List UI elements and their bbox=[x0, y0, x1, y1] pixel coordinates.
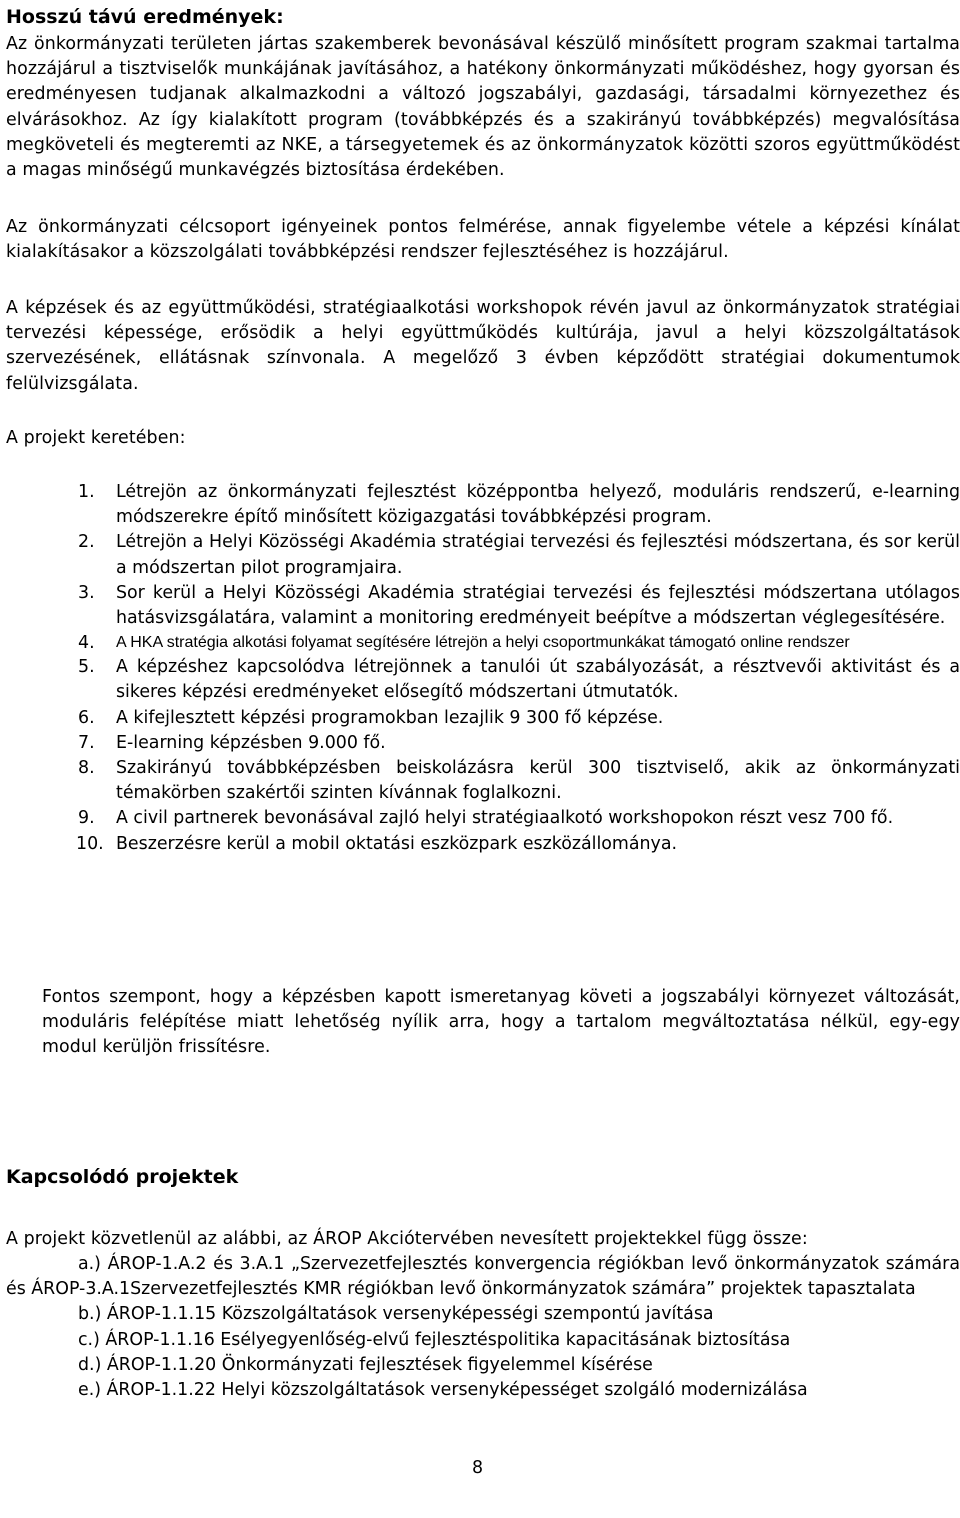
related-projects-list bbox=[6, 1252, 960, 1403]
list-item: 1. Létrejön az önkormányzati fejlesztést középpontba helyező, moduláris rendszerű, e-learning módszerekre építő minősített közigazgatási továbbképzési program. bbox=[78, 482, 960, 528]
related-projects-intro: A projekt közvetlenül az alábbi, az ÁROP Akciótervében nevesített projektekkel függ össze: bbox=[6, 1229, 808, 1249]
list-item: 9. A civil partnerek bevonásával zajló helyi stratégiaalkotó workshopokon részt vesz 700 fő. bbox=[78, 808, 894, 829]
list-item: 5. A képzéshez kapcsolódva létrejönnek a tanulói út szabályozását, a résztvevői aktivitást és a sikeres képzési eredményeket elősegítő módszertani útmutatók. bbox=[78, 657, 960, 703]
list-item: b.) ÁROP-1.1.15 Közszolgáltatások versenyképességi szempontú javítása bbox=[78, 1304, 714, 1325]
page-number: 8 bbox=[472, 1458, 484, 1478]
list-item: 8. Szakirányú továbbképzésben beiskolázásra kerül 300 tisztviselő, akik az önkormányzati témakörben szakértői szinten kívánnak foglalkozni. bbox=[78, 758, 960, 804]
section-heading-related-projects: Kapcsolódó projektek bbox=[6, 1166, 239, 1188]
list-item: 2. Létrejön a Helyi Közösségi Akadémia stratégiai tervezési és fejlesztési módszertana, és sor kerül a módszertan pilot programjaira. bbox=[78, 532, 960, 578]
list-item: 7. E-learning képzésben 9.000 fő. bbox=[78, 732, 386, 753]
project-label: A projekt keretében: bbox=[6, 428, 186, 448]
list-item: 10. Beszerzésre kerül a mobil oktatási eszközpark eszközállománya. bbox=[76, 833, 678, 854]
list-item: 4. A HKA stratégia alkotási folyamat segítésére létrejön a helyi csoportmunkákat támogató online rendszer bbox=[78, 633, 850, 654]
list-item: d.) ÁROP-1.1.20 Önkormányzati fejlesztések figyelemmel kísérése bbox=[78, 1354, 653, 1375]
workshops-paragraph: A képzések és az együttműködési, stratégiaalkotási workshopok révén javul az önkormányzatok stratégiai tervezési képessége, erősödik a helyi együttműködés kultúrája, javul a helyi közszolgáltatások szervezésének, ellátásnak színvonala. A megelőző 3 évben képződött stratégiai dokumentumok felülvizsgálata. bbox=[6, 298, 960, 394]
list-item: 6. A kifejlesztett képzési programokban lezajlik 9 300 fő képzése. bbox=[78, 707, 664, 728]
list-item: e.) ÁROP-1.1.22 Helyi közszolgáltatások versenyképességet szolgáló modernizálása bbox=[78, 1380, 808, 1401]
target-group-paragraph: Az önkormányzati célcsoport igényeinek pontos felmérése, annak figyelembe vétele a képzési kínálat kialakításakor a közszolgálati továbbképzési rendszer fejlesztéséhez is hozzájárul. bbox=[6, 217, 960, 263]
project-outcomes-list bbox=[6, 480, 960, 857]
intro-paragraph: Az önkormányzati területen jártas szakemberek bevonásával készülő minősített program szakmai tartalma hozzájárul a tisztviselők munkájának javításához, a hatékony önkormányzati működéshez, hogy gyorsan és eredményesen tudjanak alkalmazkodni a változó jogszabályi, gazdasági, társadalmi környezethez és elvárásokhoz. Az így kialakított program (továbbképzés és a szakirányú továbbképzés) megvalósítása megköveteli és megteremti az NKE, a társegyetemek és az önkormányzatok közötti szoros együttműködést a magas minőségű munkavégzés biztosítása érdekében. bbox=[6, 34, 960, 181]
section-heading-long-term-results: Hosszú távú eredmények: bbox=[6, 6, 284, 28]
list-item: c.) ÁROP-1.1.16 Esélyegyenlőség-elvű fejlesztéspolitika kapacitásának biztosítása bbox=[78, 1329, 791, 1350]
closing-paragraph: Fontos szempont, hogy a képzésben kapott ismeretanyag követi a jogszabályi környezet változását, moduláris felépítése miatt lehetőség nyílik arra, hogy a tartalom megváltoztatása nélkül, egy-egy modul kerüljön frissítésre. bbox=[42, 987, 960, 1058]
list-item: a.) ÁROP-1.A.2 és 3.A.1 „Szervezetfejlesztés konvergencia régiókban levő önkormányzatok számára és ÁROP-3.A.1Szervezetfejlesztés KMR régiókban levő önkormányzatok számára” projektek tapasztalata bbox=[6, 1254, 960, 1300]
list-item: 3. Sor kerül a Helyi Közösségi Akadémia stratégiai tervezési és fejlesztési módszertana utólagos hatásvizsgálatára, valamint a monitoring eredményeit beépítve a módszertan véglegesítésére. bbox=[78, 582, 960, 629]
